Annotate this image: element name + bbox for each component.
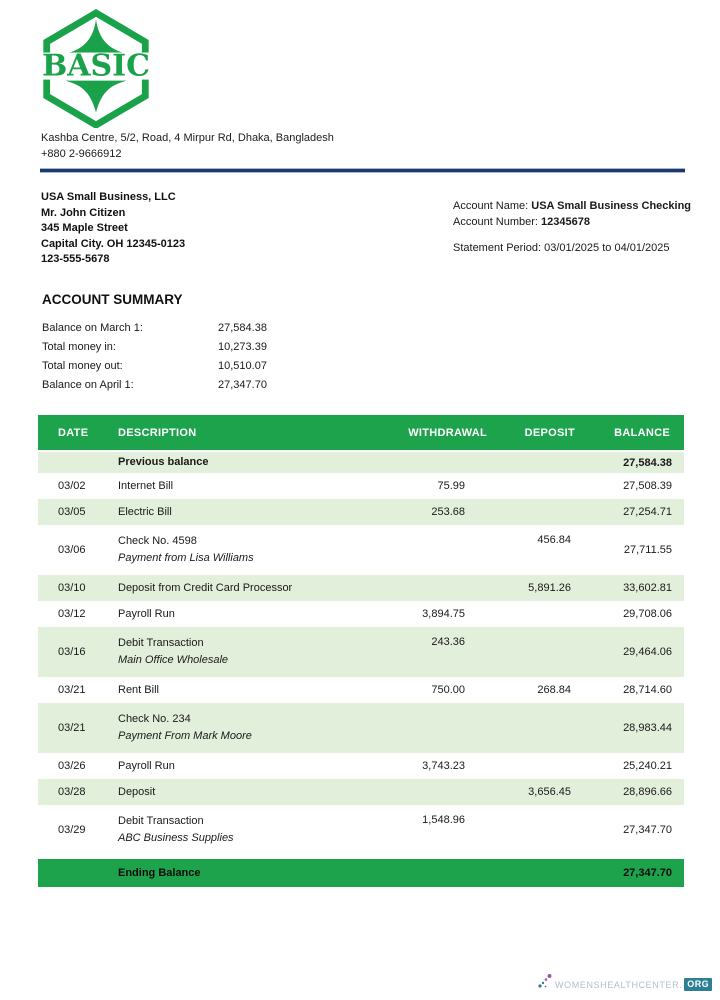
- account-name-label: Account Name:: [453, 200, 532, 212]
- cell-deposit: [487, 805, 575, 855]
- transaction-row: [38, 677, 684, 703]
- cell-date: 03/21: [38, 677, 118, 703]
- cell-description-detail: Payment from Lisa Williams: [118, 552, 254, 564]
- cell-description: Check No. 234: [118, 713, 191, 725]
- cell-description: Deposit from Credit Card Processor: [118, 581, 293, 594]
- cell-description-detail: Main Office Wholesale: [118, 654, 229, 666]
- cell-date: 03/26: [38, 753, 118, 779]
- cell-withdrawal: [363, 703, 487, 753]
- cell-balance: 27,508.39: [575, 473, 684, 499]
- ending-balance-label: Ending Balance: [118, 859, 363, 887]
- summary-label: Total money in:: [42, 340, 116, 353]
- cell-balance: 29,708.06: [575, 601, 684, 627]
- table-header-row: [38, 415, 684, 451]
- cell-date: 03/02: [38, 473, 118, 499]
- customer-city: Capital City. OH 12345-0123: [41, 237, 186, 250]
- summary-value: 27,584.38: [218, 321, 267, 334]
- cell-deposit: [487, 703, 575, 753]
- cell-date: 03/28: [38, 779, 118, 805]
- cell-withdrawal: 75.99: [363, 473, 487, 499]
- cell-deposit: [487, 753, 575, 779]
- cell-balance: 28,896.66: [575, 779, 684, 805]
- cell-balance: 29,464.06: [575, 627, 684, 677]
- summary-value: 10,273.39: [218, 340, 267, 353]
- cell-deposit: 5,891.26: [487, 575, 575, 601]
- customer-company: USA Small Business, LLC: [41, 191, 176, 203]
- cell-deposit: [487, 473, 575, 499]
- summary-value: 27,347.70: [218, 378, 267, 391]
- account-name-value: USA Small Business Checking: [531, 200, 692, 212]
- cell-date: 03/21: [38, 703, 118, 753]
- transactions-table: [38, 415, 684, 887]
- summary-value: 10,510.07: [218, 359, 267, 372]
- summary-label: Total money out:: [42, 359, 123, 372]
- transaction-row: [38, 525, 684, 575]
- cell-description: Rent Bill: [118, 683, 159, 696]
- svg-text:BASIC: BASIC: [41, 48, 151, 84]
- header-withdrawal: WITHDRAWAL: [363, 415, 487, 451]
- cell-description: Check No. 4598: [118, 535, 197, 547]
- transaction-row: [38, 779, 684, 805]
- ending-balance-value: 27,347.70: [575, 859, 684, 887]
- summary-label: Balance on March 1:: [42, 321, 143, 334]
- bank-address-line: Kashba Centre, 5/2, Road, 4 Mirpur Rd, Dhaka, Bangladesh: [41, 132, 334, 144]
- header-balance: BALANCE: [575, 415, 684, 451]
- cell-description: Payroll Run: [118, 759, 175, 772]
- ending-balance-row: [38, 859, 684, 887]
- summary-row: [42, 375, 318, 394]
- bank-phone: +880 2-9666912: [41, 148, 122, 160]
- transaction-row: [38, 601, 684, 627]
- cell-withdrawal: [363, 525, 487, 575]
- cell-description: Deposit: [118, 785, 156, 798]
- header-description: DESCRIPTION: [118, 415, 363, 451]
- cell-date: 03/10: [38, 575, 118, 601]
- cell-description-detail: Payment From Mark Moore: [118, 730, 252, 742]
- cell-withdrawal: [363, 575, 487, 601]
- cell-withdrawal: 1,548.96: [363, 805, 487, 855]
- cell-description-detail: ABC Business Supplies: [118, 832, 234, 844]
- header-date: DATE: [38, 415, 118, 451]
- cell-withdrawal: 3,894.75: [363, 601, 487, 627]
- cell-deposit: [487, 601, 575, 627]
- customer-phone: 123-555-5678: [41, 253, 110, 265]
- cell-withdrawal: [363, 779, 487, 805]
- watermark-org-badge: ORG: [684, 978, 712, 991]
- cell-description: Debit Transaction: [118, 815, 204, 827]
- transaction-row: [38, 703, 684, 753]
- cell-balance: 27,254.71: [575, 499, 684, 525]
- cell-date: 03/05: [38, 499, 118, 525]
- summary-row: [42, 356, 318, 375]
- cell-withdrawal: 253.68: [363, 499, 487, 525]
- account-info-block: [453, 198, 691, 256]
- header-deposit: DEPOSIT: [487, 415, 575, 451]
- previous-balance-row: [38, 451, 684, 473]
- cell-date: 03/29: [38, 805, 118, 855]
- transaction-row: [38, 627, 684, 677]
- account-summary-table: [42, 318, 318, 394]
- watermark-site-text: WOMENSHEALTHCENTER.: [555, 979, 683, 990]
- customer-name: Mr. John Citizen: [41, 206, 126, 219]
- cell-balance: 27,347.70: [575, 805, 684, 855]
- account-number-value: 12345678: [541, 216, 590, 228]
- account-name-line: [453, 198, 691, 214]
- transaction-row: [38, 499, 684, 525]
- cell-description: Internet Bill: [118, 479, 174, 492]
- statement-period-value: 03/01/2025 to 04/01/2025: [544, 242, 670, 254]
- bank-address-block: [41, 130, 334, 162]
- previous-balance-value: 27,584.38: [575, 451, 684, 473]
- cell-balance: 27,711.55: [575, 525, 684, 575]
- cell-deposit: [487, 499, 575, 525]
- cell-deposit: [487, 627, 575, 677]
- summary-label: Balance on April 1:: [42, 378, 134, 391]
- cell-balance: 28,714.60: [575, 677, 684, 703]
- watermark: [537, 978, 712, 991]
- cell-deposit: 456.84: [487, 525, 575, 575]
- previous-balance-label: Previous balance: [118, 451, 363, 473]
- cell-date: 03/16: [38, 627, 118, 677]
- transaction-row: [38, 753, 684, 779]
- top-divider-rule: [40, 168, 685, 173]
- transaction-row: [38, 473, 684, 499]
- statement-period-label: Statement Period:: [453, 242, 545, 254]
- cell-date: 03/12: [38, 601, 118, 627]
- cell-balance: 33,602.81: [575, 575, 684, 601]
- cell-description: Electric Bill: [118, 505, 172, 518]
- cell-withdrawal: 750.00: [363, 677, 487, 703]
- cell-description: Debit Transaction: [118, 637, 204, 649]
- transaction-row: [38, 575, 684, 601]
- cell-deposit: 268.84: [487, 677, 575, 703]
- cell-withdrawal: 243.36: [363, 627, 487, 677]
- account-summary-title: ACCOUNT SUMMARY: [42, 292, 183, 307]
- basic-bank-logo-icon: [38, 8, 154, 128]
- transaction-row: [38, 805, 684, 855]
- account-number-label: Account Number:: [453, 216, 542, 228]
- account-number-line: [453, 214, 691, 230]
- watermark-dots-icon: [537, 973, 553, 990]
- cell-date: 03/06: [38, 525, 118, 575]
- summary-row: [42, 318, 318, 337]
- cell-description: Payroll Run: [118, 607, 175, 620]
- statement-period-line: [453, 240, 691, 256]
- summary-row: [42, 337, 318, 356]
- customer-address-block: [41, 190, 185, 268]
- cell-withdrawal: 3,743.23: [363, 753, 487, 779]
- customer-street: 345 Maple Street: [41, 222, 128, 234]
- cell-balance: 28,983.44: [575, 703, 684, 753]
- cell-deposit: 3,656.45: [487, 779, 575, 805]
- cell-balance: 25,240.21: [575, 753, 684, 779]
